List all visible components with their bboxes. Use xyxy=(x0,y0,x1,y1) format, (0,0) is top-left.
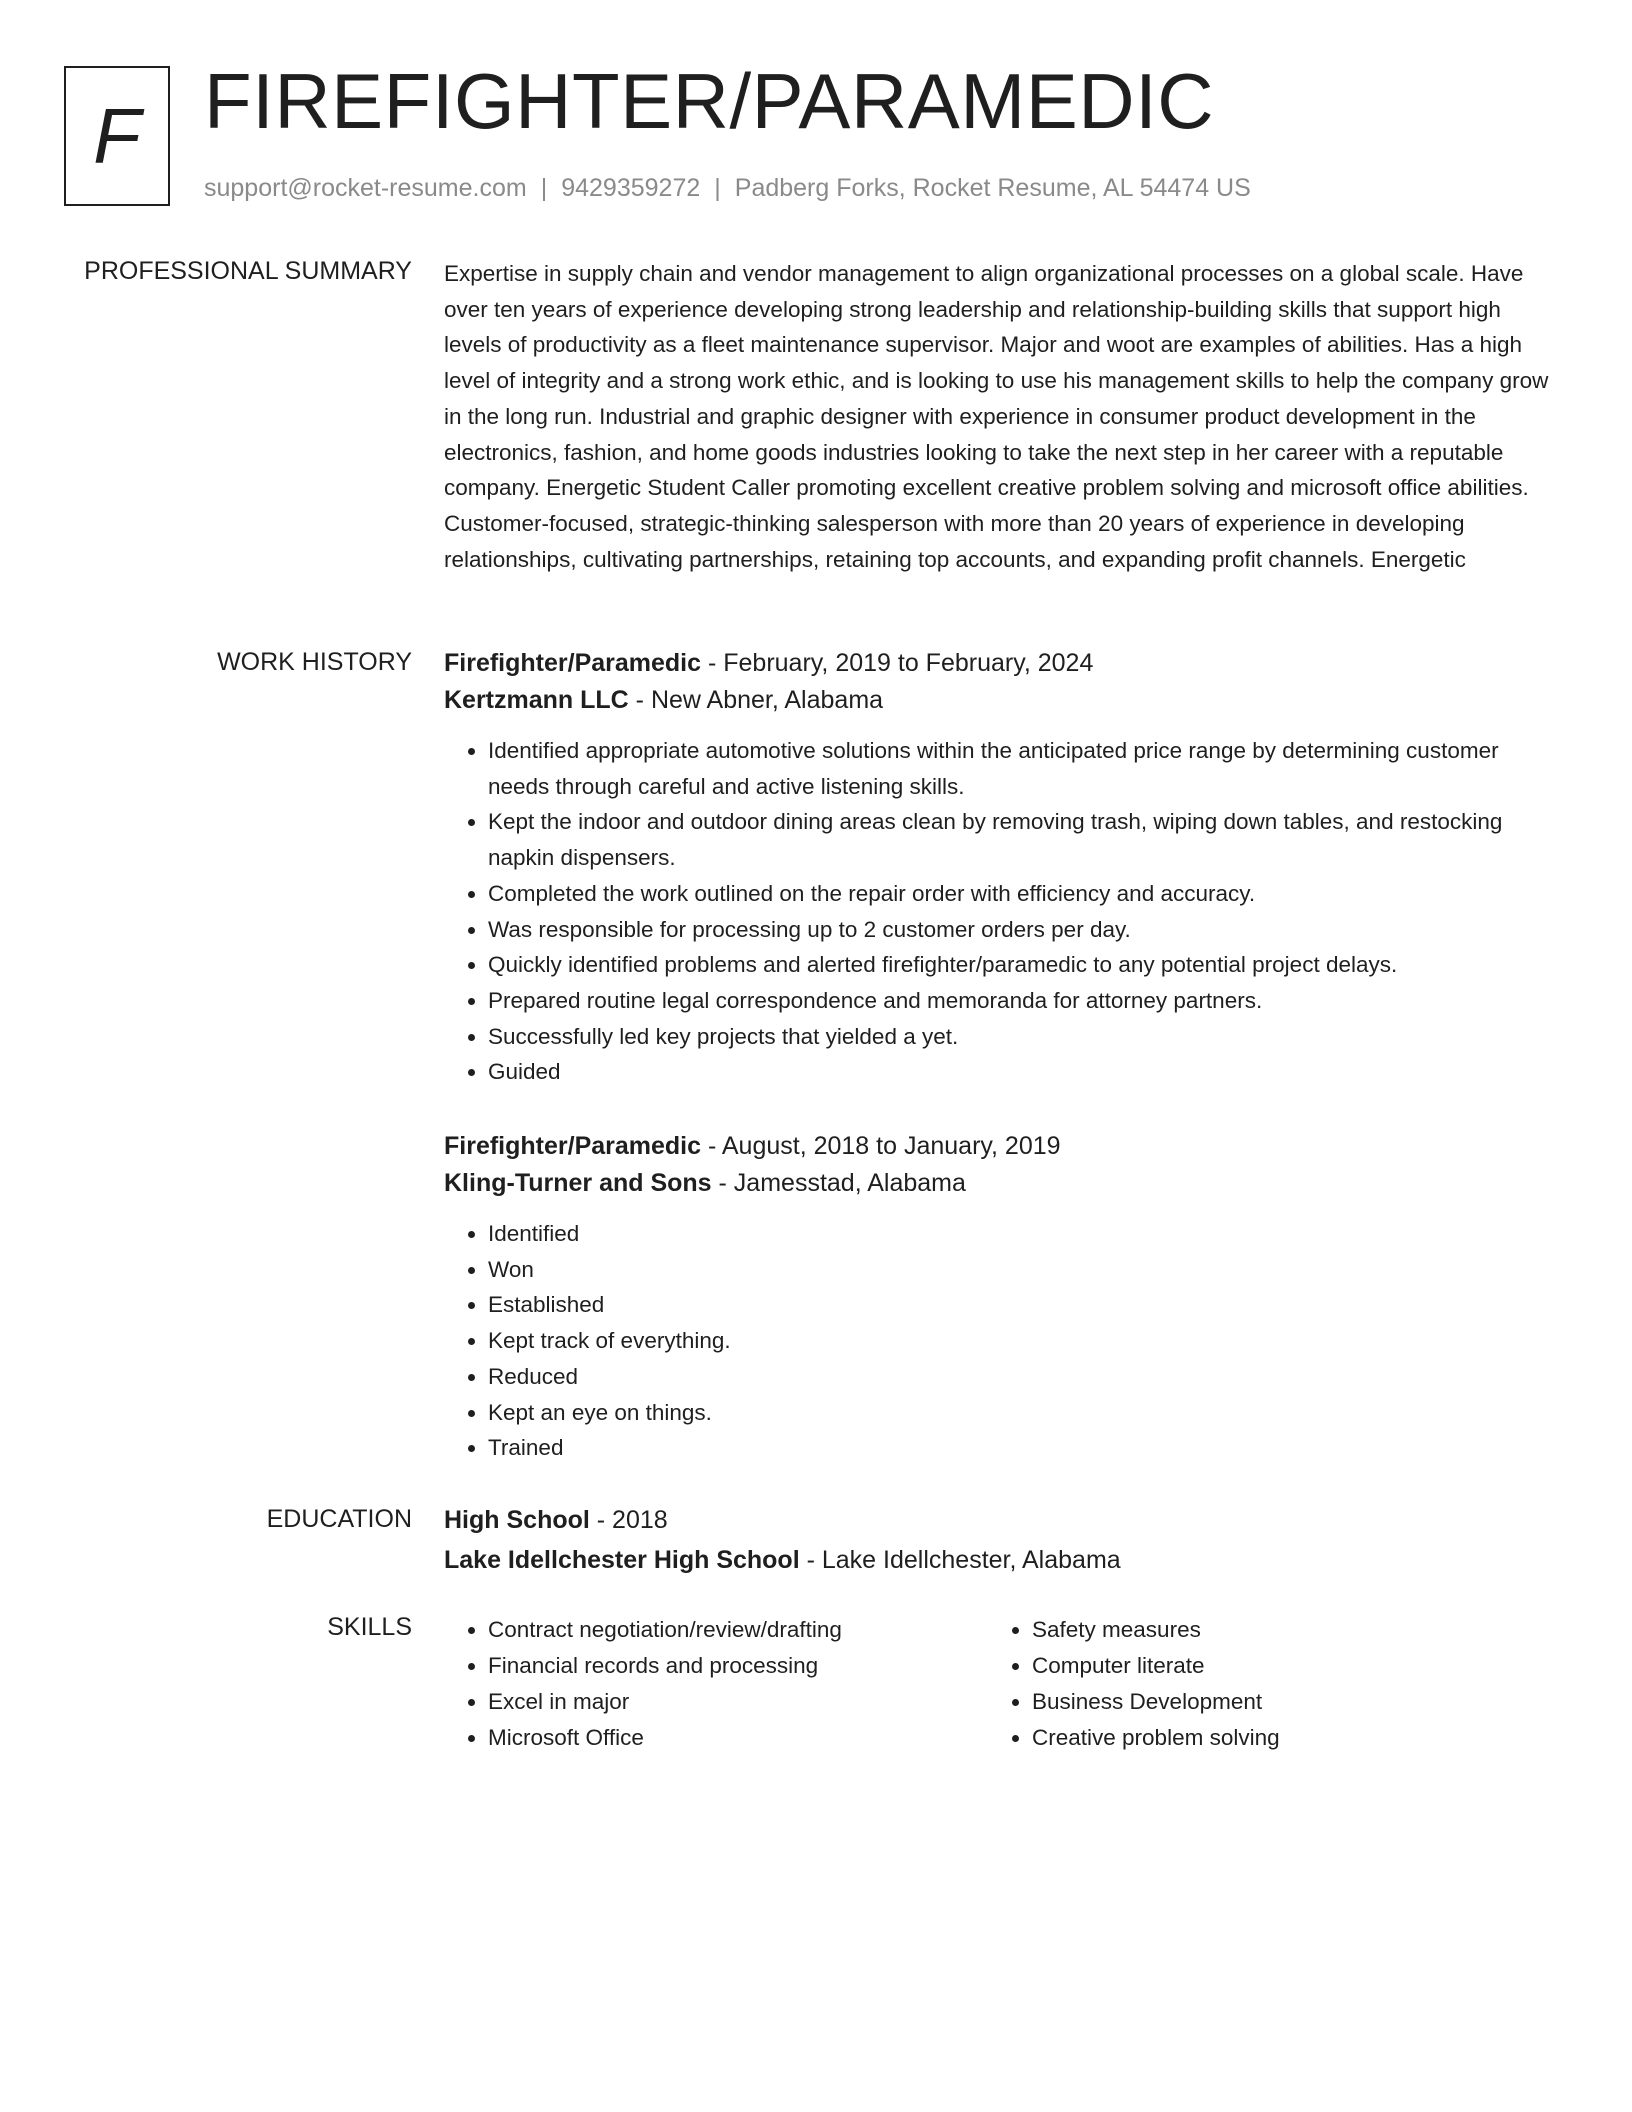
skill-item: • Excel in major xyxy=(488,1684,988,1720)
list-item: • Reduced xyxy=(488,1359,1559,1395)
list-item: • Kept track of everything. xyxy=(488,1323,1559,1359)
section-label-skills: SKILLS xyxy=(327,1613,412,1641)
job-company-line xyxy=(444,682,1559,719)
skills-columns xyxy=(444,1612,1559,1756)
summary-text: Expertise in supply chain and vendor management to align organizational processes on a global scale. Have over ten years of experience developing strong leadership and relationship-building skills that support high levels of productivity as a fleet maintenance supervisor. Major and woot are examples of abilities. Has a high level of integrity and a strong work ethic, and is looking to use his management skills to help the company grow in the long run. Industrial and graphic designer with experience in consumer product development in the electronics, fashion, and home goods industries looking to take the next step in her career with a reputable company. Energetic Student Caller promoting excellent creative problem solving and microsoft office abilities. Customer-focused, strategic-thinking salesperson with more than 20 years of experience in developing relationships, cultivating partnerships, retaining top accounts, and expanding profit channels. Energetic xyxy=(444,261,1549,572)
resume-name-heading: FIREFIGHTER/PARAMEDIC xyxy=(204,57,1215,145)
contact-email[interactable]: support@rocket-resume.com xyxy=(204,174,527,202)
skill-item: • Microsoft Office xyxy=(488,1720,988,1756)
list-item: • Prepared routine legal correspondence and memoranda for attorney partners. xyxy=(488,983,1559,1019)
education-location: - Lake Idellchester, Alabama xyxy=(799,1546,1121,1574)
job-title-line xyxy=(444,1128,1559,1165)
contact-phone[interactable]: 9429359272 xyxy=(561,174,701,202)
education-year: - 2018 xyxy=(589,1506,668,1534)
job-title: Firefighter/Paramedic xyxy=(444,649,702,677)
list-item: • Was responsible for processing up to 2 customer orders per day. xyxy=(488,912,1559,948)
list-item: • Successfully led key projects that yielded a yet. xyxy=(488,1019,1559,1055)
job-entry xyxy=(444,1128,1559,1466)
monogram-logo: F xyxy=(64,66,170,206)
skill-item: • Computer literate xyxy=(1032,1648,1532,1684)
education-school: Lake Idellchester High School xyxy=(444,1546,800,1574)
skills-section xyxy=(444,1612,1559,1756)
job-title-line xyxy=(444,645,1559,682)
section-label-work-history: WORK HISTORY xyxy=(217,648,412,676)
section-label-education: EDUCATION xyxy=(266,1505,412,1533)
skills-list-right xyxy=(988,1612,1532,1756)
list-item: • Kept an eye on things. xyxy=(488,1395,1559,1431)
job-location: - New Abner, Alabama xyxy=(628,686,884,714)
job-bullets xyxy=(444,733,1559,1090)
education-school-line xyxy=(444,1542,1559,1579)
skill-item: • Safety measures xyxy=(1032,1612,1532,1648)
contact-separator: | xyxy=(540,174,548,202)
job-company: Kertzmann LLC xyxy=(444,686,629,714)
contact-line xyxy=(204,174,1251,203)
contact-address: Padberg Forks, Rocket Resume, AL 54474 US xyxy=(734,174,1251,202)
summary-section xyxy=(444,256,1559,577)
skill-item: • Business Development xyxy=(1032,1684,1532,1720)
list-item: • Completed the work outlined on the repair order with efficiency and accuracy. xyxy=(488,876,1559,912)
list-item: • Won xyxy=(488,1252,1559,1288)
skills-list-left xyxy=(444,1612,988,1756)
list-item: • Quickly identified problems and alerted firefighter/paramedic to any potential project delays. xyxy=(488,947,1559,983)
list-item: • Guided xyxy=(488,1054,1559,1090)
list-item: • Identified appropriate automotive solutions within the anticipated price range by determining customer needs through careful and active listening skills. xyxy=(488,733,1559,804)
job-dates: - February, 2019 to February, 2024 xyxy=(701,649,1094,677)
job-dates: - August, 2018 to January, 2019 xyxy=(701,1132,1061,1160)
skill-item: • Contract negotiation/review/drafting xyxy=(488,1612,988,1648)
skill-item: • Creative problem solving xyxy=(1032,1720,1532,1756)
education-degree: High School xyxy=(444,1506,590,1534)
job-title: Firefighter/Paramedic xyxy=(444,1132,702,1160)
contact-separator: | xyxy=(714,174,721,202)
skill-item: • Financial records and processing xyxy=(488,1648,988,1684)
education-entry xyxy=(444,1502,1559,1579)
list-item: • Trained xyxy=(488,1430,1559,1466)
job-company-line xyxy=(444,1165,1559,1202)
job-location: - Jamesstad, Alabama xyxy=(711,1169,966,1197)
education-degree-line xyxy=(444,1502,1559,1539)
list-item: • Identified xyxy=(488,1216,1559,1252)
list-item: • Kept the indoor and outdoor dining areas clean by removing trash, wiping down tables, and restocking napkin dispensers. xyxy=(488,804,1559,875)
job-company: Kling-Turner and Sons xyxy=(444,1169,712,1197)
job-bullets xyxy=(444,1216,1559,1466)
section-label-summary: PROFESSIONAL SUMMARY xyxy=(84,257,412,285)
job-entry xyxy=(444,645,1559,1090)
list-item: • Established xyxy=(488,1287,1559,1323)
